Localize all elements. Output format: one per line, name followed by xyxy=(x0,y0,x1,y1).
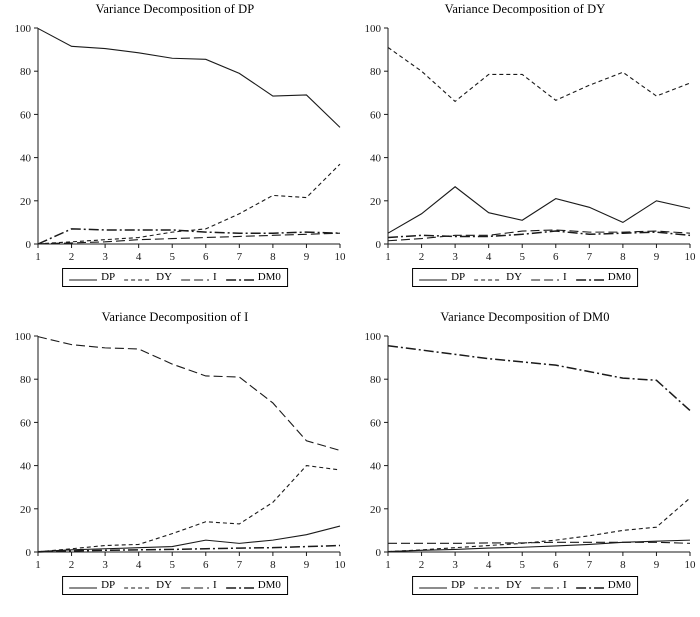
svg-text:40: 40 xyxy=(20,460,31,473)
svg-text:4: 4 xyxy=(485,251,492,263)
svg-text:0: 0 xyxy=(25,547,31,559)
chart-legend xyxy=(62,576,288,595)
svg-text:7: 7 xyxy=(586,559,593,571)
plot-area-dm0 xyxy=(350,328,700,578)
svg-text:9: 9 xyxy=(303,559,310,571)
svg-text:100: 100 xyxy=(364,331,381,343)
legend-line-icon xyxy=(69,582,97,589)
svg-text:80: 80 xyxy=(370,66,381,79)
legend-line-icon xyxy=(181,582,209,589)
legend-line-icon xyxy=(124,582,152,589)
svg-text:100: 100 xyxy=(364,23,381,35)
svg-text:6: 6 xyxy=(203,251,209,263)
legend-item xyxy=(576,580,631,591)
legend-line-icon xyxy=(419,274,447,281)
legend-item xyxy=(576,272,631,283)
legend-label: DP xyxy=(101,271,116,283)
legend-item xyxy=(181,272,217,283)
legend-label: DY xyxy=(156,579,173,591)
legend-label: I xyxy=(213,271,217,283)
legend-item xyxy=(181,580,217,591)
chart-title: Variance Decomposition of DP xyxy=(95,2,255,16)
svg-text:8: 8 xyxy=(270,251,276,263)
svg-text:7: 7 xyxy=(586,251,593,263)
chart-panel-dm0 xyxy=(350,308,700,616)
chart-panel-i xyxy=(0,308,350,616)
svg-text:9: 9 xyxy=(303,251,310,263)
svg-text:100: 100 xyxy=(14,331,31,343)
svg-text:10: 10 xyxy=(684,251,696,263)
legend-item xyxy=(531,580,567,591)
legend-item xyxy=(419,272,465,283)
svg-text:20: 20 xyxy=(370,503,381,516)
chart-title: Variance Decomposition of I xyxy=(101,310,249,324)
svg-text:5: 5 xyxy=(169,251,175,263)
legend-label: DM0 xyxy=(257,579,281,591)
svg-text:10: 10 xyxy=(334,559,346,571)
svg-text:60: 60 xyxy=(20,109,31,122)
svg-text:80: 80 xyxy=(370,374,381,387)
svg-text:9: 9 xyxy=(653,559,660,571)
svg-text:4: 4 xyxy=(135,559,142,571)
svg-text:6: 6 xyxy=(203,559,209,571)
svg-text:0: 0 xyxy=(375,239,381,251)
svg-text:9: 9 xyxy=(653,251,660,263)
legend-label: DP xyxy=(451,579,466,591)
legend-item xyxy=(226,580,281,591)
svg-text:7: 7 xyxy=(236,559,243,571)
legend-item xyxy=(474,272,522,283)
svg-text:0: 0 xyxy=(25,239,31,251)
svg-text:0: 0 xyxy=(375,547,381,559)
legend-line-icon xyxy=(181,274,209,281)
legend-line-icon xyxy=(531,274,559,281)
svg-text:40: 40 xyxy=(370,460,381,473)
legend-label: I xyxy=(563,271,567,283)
legend-item xyxy=(226,272,281,283)
svg-text:2: 2 xyxy=(418,251,425,263)
svg-text:3: 3 xyxy=(452,251,458,263)
legend-item xyxy=(124,580,172,591)
legend-label: DY xyxy=(156,271,173,283)
svg-text:6: 6 xyxy=(553,251,559,263)
svg-text:3: 3 xyxy=(102,251,108,263)
chart-legend xyxy=(62,268,288,287)
svg-text:60: 60 xyxy=(370,417,381,430)
svg-text:6: 6 xyxy=(553,559,559,571)
chart-legend xyxy=(412,268,638,287)
legend-item xyxy=(474,580,522,591)
legend-line-icon xyxy=(531,582,559,589)
svg-text:3: 3 xyxy=(102,559,108,571)
svg-text:40: 40 xyxy=(370,152,381,165)
legend-label: DM0 xyxy=(607,579,631,591)
svg-text:80: 80 xyxy=(20,66,31,79)
svg-text:4: 4 xyxy=(135,251,142,263)
svg-text:2: 2 xyxy=(68,251,75,263)
svg-text:5: 5 xyxy=(519,559,525,571)
svg-text:5: 5 xyxy=(169,559,175,571)
chart-legend xyxy=(412,576,638,595)
svg-text:1: 1 xyxy=(35,559,41,571)
legend-item xyxy=(124,272,172,283)
svg-text:20: 20 xyxy=(20,195,31,208)
chart-title: Variance Decomposition of DY xyxy=(444,2,606,16)
legend-line-icon xyxy=(124,274,152,281)
svg-text:3: 3 xyxy=(452,559,458,571)
legend-label: I xyxy=(563,579,567,591)
plot-area-dy xyxy=(350,20,700,270)
svg-text:4: 4 xyxy=(485,559,492,571)
legend-label: DP xyxy=(451,271,466,283)
chart-panel-dp xyxy=(0,0,350,308)
legend-item xyxy=(69,272,115,283)
svg-text:7: 7 xyxy=(236,251,243,263)
legend-line-icon xyxy=(576,582,604,589)
svg-text:80: 80 xyxy=(20,374,31,387)
svg-text:1: 1 xyxy=(385,251,391,263)
legend-line-icon xyxy=(69,274,97,281)
legend-label: I xyxy=(213,579,217,591)
legend-line-icon xyxy=(226,582,254,589)
legend-line-icon xyxy=(474,582,502,589)
svg-text:2: 2 xyxy=(68,559,75,571)
legend-item xyxy=(531,272,567,283)
svg-text:40: 40 xyxy=(20,152,31,165)
plot-area-i xyxy=(0,328,350,578)
svg-text:5: 5 xyxy=(519,251,525,263)
legend-label: DP xyxy=(101,579,116,591)
svg-text:10: 10 xyxy=(684,559,696,571)
svg-text:20: 20 xyxy=(370,195,381,208)
svg-text:1: 1 xyxy=(385,559,391,571)
legend-item xyxy=(69,580,115,591)
chart-panel-dy xyxy=(350,0,700,308)
svg-text:1: 1 xyxy=(35,251,41,263)
svg-text:60: 60 xyxy=(370,109,381,122)
svg-text:10: 10 xyxy=(334,251,346,263)
svg-text:20: 20 xyxy=(20,503,31,516)
legend-line-icon xyxy=(419,582,447,589)
legend-label: DY xyxy=(506,271,523,283)
svg-text:8: 8 xyxy=(620,559,626,571)
svg-text:100: 100 xyxy=(14,23,31,35)
plot-area-dp xyxy=(0,20,350,270)
legend-item xyxy=(419,580,465,591)
svg-text:2: 2 xyxy=(418,559,425,571)
svg-text:8: 8 xyxy=(620,251,626,263)
legend-label: DM0 xyxy=(607,271,631,283)
legend-line-icon xyxy=(474,274,502,281)
legend-label: DY xyxy=(506,579,523,591)
legend-label: DM0 xyxy=(257,271,281,283)
legend-line-icon xyxy=(226,274,254,281)
svg-text:8: 8 xyxy=(270,559,276,571)
legend-line-icon xyxy=(576,274,604,281)
svg-text:60: 60 xyxy=(20,417,31,430)
chart-title: Variance Decomposition of DM0 xyxy=(440,310,610,324)
